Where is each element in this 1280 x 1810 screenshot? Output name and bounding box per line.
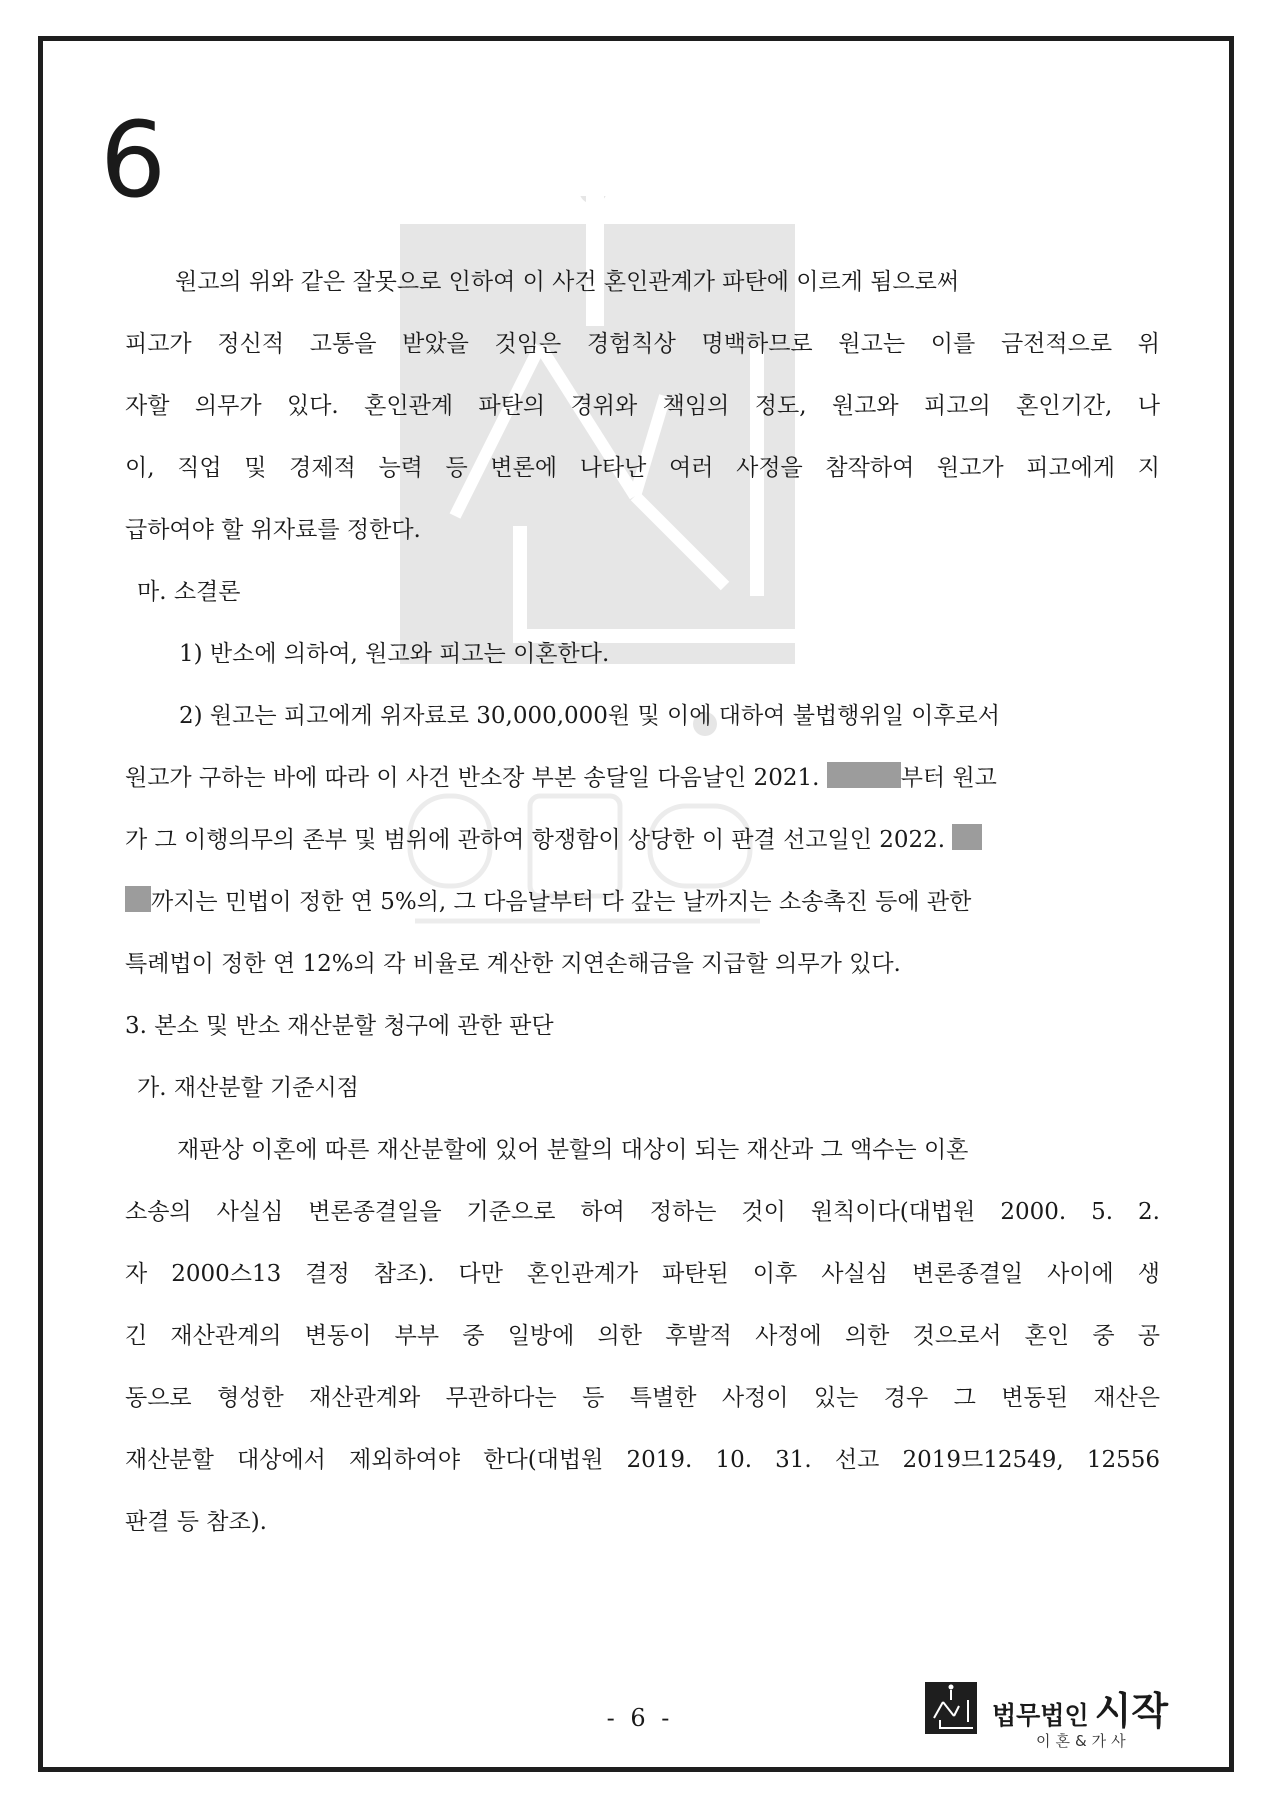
list-item: 2) 원고는 피고에게 위자료로 30,000,000원 및 이에 대하여 불법행위일 이후로서 [179, 703, 1000, 729]
paragraph-line: 특례법이 정한 연 12%의 각 비율로 계산한 지연손해금을 지급할 의무가 있다. [125, 951, 901, 977]
firm-brand: 시작 [1094, 1689, 1169, 1733]
redaction-block [952, 824, 982, 850]
section-heading: 3. 본소 및 반소 재산분할 청구에 관한 판단 [125, 1013, 554, 1039]
law-firm-name [992, 1680, 1168, 1735]
redaction-block [827, 762, 901, 788]
paragraph-line [125, 758, 997, 798]
paragraph-text: 원고가 구하는 바에 따라 이 사건 반소장 부본 송달일 다음날인 2021. [125, 765, 820, 791]
paragraph-line [125, 882, 971, 922]
firm-subtitle: 이혼&가사 [1036, 1732, 1131, 1750]
section-heading: 마. 소결론 [137, 579, 241, 605]
section-heading: 가. 재산분할 기준시점 [137, 1075, 359, 1101]
paragraph-text: 까지는 민법이 정한 연 5%의, 그 다음날부터 다 갚는 날까지는 소송촉진 등에 관한 [151, 889, 972, 915]
paragraph-line: 동으로 형성한 재산관계와 무관하다는 등 특별한 사정이 있는 경우 그 변동된 재산은 [125, 1385, 1160, 1411]
paragraph-line: 자할 의무가 있다. 혼인관계 파탄의 경위와 책임의 정도, 원고와 피고의 혼인기간, 나 [125, 393, 1160, 419]
paragraph-line: 재산분할 대상에서 제외하여야 한다(대법원 2019. 10. 31. 선고 2019므12549, 12556 [125, 1447, 1160, 1473]
paragraph-text: 부터 원고 [900, 765, 997, 791]
paragraph-line: 피고가 정신적 고통을 받았을 것임은 경험칙상 명백하므로 원고는 이를 금전적으로 위 [125, 331, 1160, 357]
page-number-heading: 6 [100, 99, 167, 221]
law-firm-logo-icon [925, 1682, 977, 1734]
paragraph-line: 원고의 위와 같은 잘못으로 인하여 이 사건 혼인관계가 파탄에 이르게 됨으로써 [175, 269, 960, 295]
paragraph-line: 이, 직업 및 경제적 능력 등 변론에 나타난 여러 사정을 참작하여 원고가 피고에게 지 [125, 455, 1160, 481]
paragraph-line: 긴 재산관계의 변동이 부부 중 일방에 의한 후발적 사정에 의한 것으로서 혼인 중 공 [125, 1323, 1160, 1349]
list-item: 1) 반소에 의하여, 원고와 피고는 이혼한다. [179, 641, 610, 667]
paragraph-line [125, 820, 982, 860]
paragraph-line: 자 2000스13 결정 참조). 다만 혼인관계가 파탄된 이후 사실심 변론종결일 사이에 생 [125, 1261, 1160, 1287]
paragraph-line: 소송의 사실심 변론종결일을 기준으로 하여 정하는 것이 원칙이다(대법원 2000. 5. 2. [125, 1199, 1160, 1225]
paragraph-line: 재판상 이혼에 따른 재산분할에 있어 분할의 대상이 되는 재산과 그 액수는 이혼 [177, 1137, 969, 1163]
paragraph-line: 판결 등 참조). [125, 1509, 267, 1535]
firm-label: 법무법인 [992, 1701, 1089, 1730]
footer-page-number: - 6 - [606, 1704, 674, 1732]
paragraph-text: 가 그 이행의무의 존부 및 범위에 관하여 항쟁함이 상당한 이 판결 선고일인 2022. [125, 827, 946, 853]
paragraph-line: 급하여야 할 위자료를 정한다. [125, 517, 421, 543]
redaction-block [125, 886, 151, 912]
